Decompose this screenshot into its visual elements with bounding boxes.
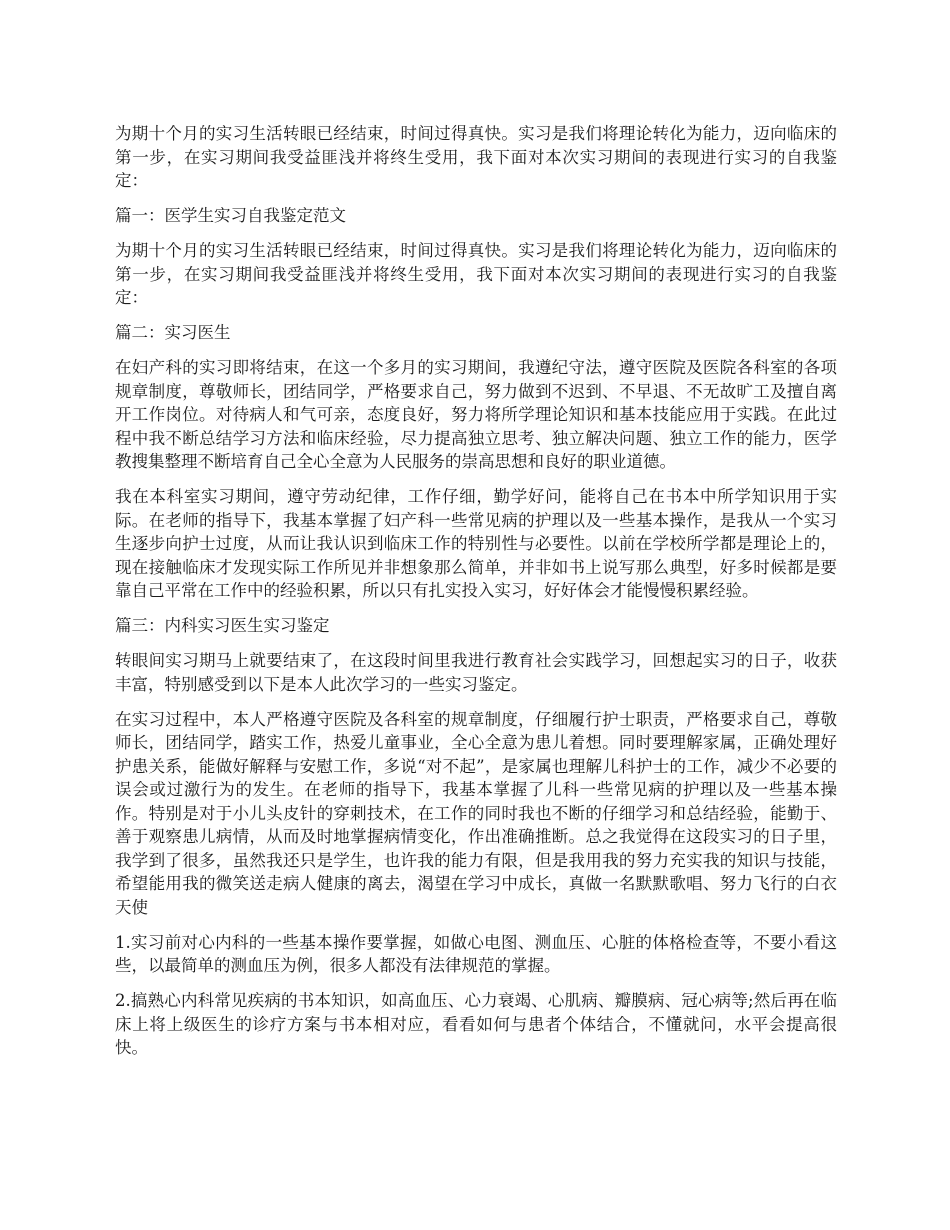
section-heading-2: 篇二：实习医生 bbox=[115, 323, 231, 342]
section3-list-item-2: 2.搞熟心内科常见疾病的书本知识，如高血压、心力衰竭、心肌病、瓣膜病、冠心病等;然后再在临床上将上级医生的诊疗方案与书本相对应，看看如何与患者个体结合，不懂就问，水平会提高很快。 bbox=[115, 991, 837, 1057]
intro-paragraph: 为期十个月的实习生活转眼已经结束，时间过得真快。实习是我们将理论转化为能力，迈向临床的第一步，在实习期间我受益匪浅并将终生受用，我下面对本次实习期间的表现进行实习的自我鉴定： bbox=[115, 124, 837, 190]
document-page bbox=[115, 122, 837, 1071]
section1-paragraph-1: 为期十个月的实习生活转眼已经结束，时间过得真快。实习是我们将理论转化为能力，迈向临床的第一步，在实习期间我受益匪浅并将终生受用，我下面对本次实习期间的表现进行实习的自我鉴定： bbox=[115, 241, 837, 307]
section-heading-3: 篇三：内科实习医生实习鉴定 bbox=[115, 616, 330, 635]
section3-paragraph-1: 转眼间实习期马上就要结束了，在这段时间里我进行教育社会实践学习，回想起实习的日子，收获丰富，特别感受到以下是本人此次学习的一些实习鉴定。 bbox=[115, 651, 837, 694]
section-heading-1: 篇一：医学生实习自我鉴定范文 bbox=[115, 206, 346, 225]
section2-paragraph-1: 在妇产科的实习即将结束，在这一个多月的实习期间，我遵纪守法，遵守医院及医院各科室的各项规章制度，尊敬师长，团结同学，严格要求自己，努力做到不迟到、不早退、不无故旷工及擅自离开工作岗位。对待病人和气可亲，态度良好，努力将所学理论知识和基本技能应用于实践。在此过程中我不断总结学习方法和临床经验，尽力提高独立思考、独立解决问题、独立工作的能力，医学教搜集整理不断培育自己全心全意为人民服务的崇高思想和良好的职业道德。 bbox=[115, 358, 837, 471]
section3-paragraph-2: 在实习过程中，本人严格遵守医院及各科室的规章制度，仔细履行护士职责，严格要求自己，尊敬师长，团结同学，踏实工作，热爱儿童事业，全心全意为患儿着想。同时要理解家属，正确处理好护患关系，能做好解释与安慰工作，多说“对不起”，是家属也理解儿科护士的工作，减少不必要的误会或过激行为的发生。在老师的指导下，我基本掌握了儿科一些常见病的护理以及一些基本操作。特别是对于小儿头皮针的穿刺技术，在工作的同时我也不断的仔细学习和总结经验，能勤于、善于观察患儿病情，从而及时地掌握病情变化，作出准确推断。总之我觉得在这段实习的日子里，我学到了很多，虽然我还只是学生，也许我的能力有限，但是我用我的努力充实我的知识与技能，希望能用我的微笑送走病人健康的离去，渴望在学习中成长，真做一名默默歌唱、努力飞行的白衣天使 bbox=[115, 709, 837, 917]
section3-list-item-1: 1.实习前对心内科的一些基本操作要掌握，如做心电图、测血压、心脏的体格检查等，不要小看这些，以最简单的测血压为例，很多人都没有法律规范的掌握。 bbox=[115, 932, 837, 975]
section2-paragraph-2: 我在本科室实习期间，遵守劳动纪律，工作仔细，勤学好问，能将自己在书本中所学知识用于实际。在老师的指导下，我基本掌握了妇产科一些常见病的护理以及一些基本操作，是我从一个实习生逐步向护士过度，从而让我认识到临床工作的特别性与必要性。以前在学校所学都是理论上的，现在接触临床才发现实际工作所见并非想象那么简单，并非如书上说写那么典型，好多时候都是要靠自己平常在工作中的经验积累，所以只有扎实投入实习，好好体会才能慢慢积累经验。 bbox=[115, 487, 837, 600]
